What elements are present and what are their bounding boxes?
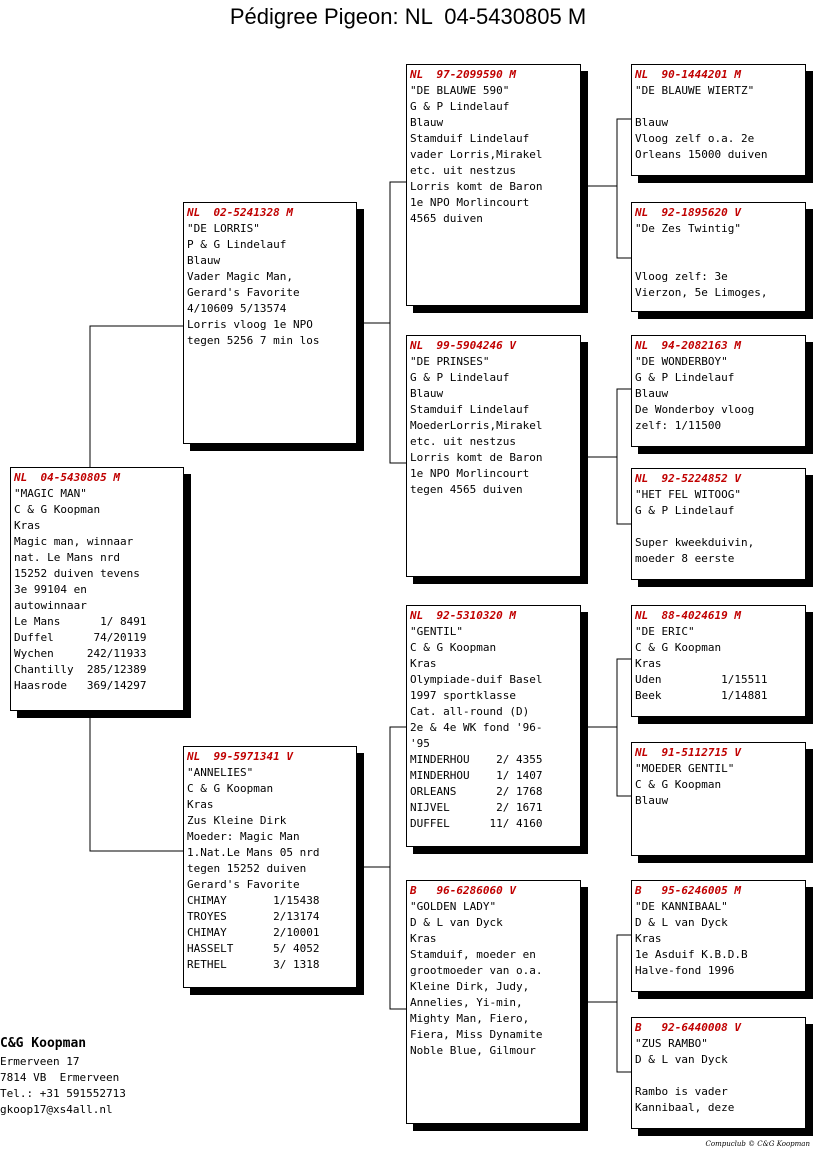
detail-line: Kannibaal, deze	[635, 1101, 735, 1114]
detail-line: 1e NPO Morlincourt	[410, 467, 530, 480]
pigeon-details	[410, 624, 577, 832]
detail-line: C & G Koopman	[14, 503, 101, 516]
detail-line: Blauw	[187, 254, 221, 267]
detail-line: Rambo is vader	[635, 1085, 728, 1098]
detail-line: 1.Nat.Le Mans 05 nrd	[187, 846, 320, 859]
page-title: Pédigree Pigeon: NL 04-5430805 M	[229, 4, 587, 29]
detail-line: "DE BLAUWE 590"	[410, 84, 510, 97]
detail-line: "GOLDEN LADY"	[410, 900, 497, 913]
breeder-address: Ermerveen 17	[0, 1055, 80, 1068]
detail-line: Gerard's Favorite	[187, 878, 300, 891]
detail-line: 1e Asduif K.B.D.B	[635, 948, 748, 961]
ring-number: NL 94-2082163 M	[635, 339, 741, 352]
detail-line: Vloog zelf: 3e	[635, 270, 728, 283]
detail-line: Zus Kleine Dirk	[187, 814, 287, 827]
detail-line: D & L van Dyck	[410, 916, 503, 929]
ring-number: NL 90-1444201 M	[635, 68, 741, 81]
detail-line	[635, 1068, 802, 1084]
detail-line: DUFFEL 11/ 4160	[410, 817, 543, 830]
detail-line: Blauw	[410, 387, 444, 400]
breeder-contact	[0, 1034, 126, 1118]
detail-line: "DE ERIC"	[635, 625, 695, 638]
pigeon-details	[635, 221, 802, 301]
pigeon-details	[635, 761, 802, 809]
detail-line: Blauw	[635, 794, 669, 807]
pigeon-card-paternal-grandfather	[406, 64, 581, 306]
detail-line: MINDERHOU 1/ 1407	[410, 769, 543, 782]
detail-line: Blauw	[410, 116, 444, 129]
detail-line: etc. uit nestzus	[410, 435, 516, 448]
detail-line: Stamduif Lindelauf	[410, 403, 530, 416]
pigeon-details	[635, 354, 802, 434]
detail-line: Vader Magic Man,	[187, 270, 293, 283]
detail-line: RETHEL 3/ 1318	[187, 958, 320, 971]
detail-line: C & G Koopman	[187, 782, 274, 795]
detail-line: De Wonderboy vloog	[635, 403, 755, 416]
pigeon-details	[410, 83, 577, 227]
pigeon-details	[410, 354, 577, 498]
pigeon-card-ggp-7	[631, 880, 806, 992]
pigeon-card-maternal-grandfather	[406, 605, 581, 847]
detail-line: TROYES 2/13174	[187, 910, 320, 923]
pigeon-details	[410, 899, 577, 1059]
detail-line: Kras	[187, 798, 214, 811]
pigeon-details	[635, 83, 802, 163]
detail-line: Vierzon, 5e Limoges,	[635, 286, 768, 299]
detail-line: "HET FEL WITOOG"	[635, 488, 741, 501]
detail-line: "De Zes Twintig"	[635, 222, 741, 235]
pigeon-card-subject	[10, 467, 184, 711]
detail-line: "MOEDER GENTIL"	[635, 762, 735, 775]
detail-line: tegen 4565 duiven	[410, 483, 523, 496]
pigeon-details	[14, 486, 180, 694]
detail-line: Stamduif, moeder en	[410, 948, 536, 961]
detail-line: etc. uit nestzus	[410, 164, 516, 177]
pigeon-details	[635, 899, 802, 979]
detail-line: Beek 1/14881	[635, 689, 768, 702]
breeder-postcode: 7814 VB Ermerveen	[0, 1071, 120, 1084]
detail-line: C & G Koopman	[635, 778, 722, 791]
detail-line: Super kweekduivin,	[635, 536, 755, 549]
detail-line	[635, 519, 802, 535]
detail-line: Haasrode 369/14297	[14, 679, 147, 692]
detail-line: Blauw	[635, 116, 669, 129]
detail-line: tegen 5256 7 min los	[187, 334, 320, 347]
detail-line: Lorris komt de Baron	[410, 180, 543, 193]
detail-line: Gerard's Favorite	[187, 286, 300, 299]
detail-line: Noble Blue, Gilmour	[410, 1044, 536, 1057]
detail-line: Kras	[635, 932, 662, 945]
detail-line: 2e & 4e WK fond '96-	[410, 721, 543, 734]
detail-line: '95	[410, 737, 430, 750]
detail-line: Kras	[410, 932, 437, 945]
pigeon-card-ggp-2	[631, 202, 806, 312]
pigeon-card-ggp-6	[631, 742, 806, 856]
ring-number: NL 04-5430805 M	[14, 471, 120, 484]
pigeon-card-paternal-grandmother	[406, 335, 581, 577]
ring-number: NL 99-5971341 V	[187, 750, 293, 763]
pigeon-details	[187, 221, 353, 349]
detail-line: ORLEANS 2/ 1768	[410, 785, 543, 798]
pigeon-card-ggp-3	[631, 335, 806, 447]
detail-line: 3e 99104 en	[14, 583, 87, 596]
detail-line: 4565 duiven	[410, 212, 483, 225]
detail-line: "ANNELIES"	[187, 766, 254, 779]
pigeon-card-ggp-4	[631, 468, 806, 580]
detail-line: Chantilly 285/12389	[14, 663, 147, 676]
detail-line: moeder 8 eerste	[635, 552, 735, 565]
ring-number: NL 97-2099590 M	[410, 68, 516, 81]
ring-number: NL 91-5112715 V	[635, 746, 741, 759]
detail-line: 1e NPO Morlincourt	[410, 196, 530, 209]
detail-line: tegen 15252 duiven	[187, 862, 307, 875]
detail-line: Orleans 15000 duiven	[635, 148, 768, 161]
detail-line: "DE PRINSES"	[410, 355, 490, 368]
detail-line: C & G Koopman	[635, 641, 722, 654]
detail-line: zelf: 1/11500	[635, 419, 722, 432]
pigeon-card-ggp-1	[631, 64, 806, 176]
detail-line	[635, 237, 802, 253]
ring-number: B 92-6440008 V	[635, 1021, 741, 1034]
ring-number: NL 99-5904246 V	[410, 339, 516, 352]
detail-line: "DE WONDERBOY"	[635, 355, 728, 368]
detail-line: Moeder: Magic Man	[187, 830, 300, 843]
detail-line: Vloog zelf o.a. 2e	[635, 132, 755, 145]
detail-line: grootmoeder van o.a.	[410, 964, 543, 977]
detail-line: G & P Lindelauf	[410, 371, 510, 384]
detail-line: "ZUS RAMBO"	[635, 1037, 708, 1050]
detail-line: MoederLorris,Mirakel	[410, 419, 543, 432]
detail-line: nat. Le Mans nrd	[14, 551, 120, 564]
pigeon-card-father	[183, 202, 357, 444]
pigeon-card-ggp-5	[631, 605, 806, 717]
pigeon-details	[635, 1036, 802, 1116]
detail-line: Olympiade-duif Basel	[410, 673, 543, 686]
detail-line: 4/10609 5/13574	[187, 302, 287, 315]
pigeon-card-maternal-grandmother	[406, 880, 581, 1124]
ring-number: B 95-6246005 M	[635, 884, 741, 897]
detail-line: Mighty Man, Fiero,	[410, 1012, 530, 1025]
pigeon-details	[187, 765, 353, 973]
breeder-name: C&G Koopman	[0, 1036, 87, 1051]
ring-number: NL 92-5310320 M	[410, 609, 516, 622]
detail-line: Kras	[14, 519, 41, 532]
detail-line: Wychen 242/11933	[14, 647, 147, 660]
detail-line: G & P Lindelauf	[635, 504, 735, 517]
copyright-credit: Compuclub © C&G Koopman	[705, 1140, 810, 1148]
detail-line	[635, 99, 802, 115]
detail-line	[635, 253, 802, 269]
ring-number: B 96-6286060 V	[410, 884, 516, 897]
breeder-email: gkoop17@xs4all.nl	[0, 1103, 113, 1116]
ring-number: NL 88-4024619 M	[635, 609, 741, 622]
detail-line: "GENTIL"	[410, 625, 463, 638]
detail-line: Lorris vloog 1e NPO	[187, 318, 313, 331]
detail-line: D & L van Dyck	[635, 1053, 728, 1066]
pigeon-details	[635, 487, 802, 567]
detail-line: 1997 sportklasse	[410, 689, 516, 702]
pigeon-card-ggp-8	[631, 1017, 806, 1129]
detail-line: Duffel 74/20119	[14, 631, 147, 644]
detail-line: Cat. all-round (D)	[410, 705, 530, 718]
detail-line: Stamduif Lindelauf	[410, 132, 530, 145]
detail-line: Uden 1/15511	[635, 673, 768, 686]
detail-line: Halve-fond 1996	[635, 964, 735, 977]
detail-line: D & L van Dyck	[635, 916, 728, 929]
pigeon-card-mother	[183, 746, 357, 988]
detail-line: G & P Lindelauf	[410, 100, 510, 113]
detail-line: P & G Lindelauf	[187, 238, 287, 251]
detail-line: Kleine Dirk, Judy,	[410, 980, 530, 993]
detail-line: Kras	[410, 657, 437, 670]
pigeon-details	[635, 624, 802, 704]
detail-line: Blauw	[635, 387, 669, 400]
detail-line: Magic man, winnaar	[14, 535, 134, 548]
detail-line: "DE LORRIS"	[187, 222, 260, 235]
detail-line: vader Lorris,Mirakel	[410, 148, 543, 161]
ring-number: NL 02-5241328 M	[187, 206, 293, 219]
detail-line: CHIMAY 1/15438	[187, 894, 320, 907]
detail-line: autowinnaar	[14, 599, 87, 612]
detail-line: NIJVEL 2/ 1671	[410, 801, 543, 814]
detail-line: Annelies, Yi-min,	[410, 996, 523, 1009]
detail-line: "DE BLAUWE WIERTZ"	[635, 84, 755, 97]
detail-line: MINDERHOU 2/ 4355	[410, 753, 543, 766]
detail-line: CHIMAY 2/10001	[187, 926, 320, 939]
detail-line: Kras	[635, 657, 662, 670]
detail-line: "MAGIC MAN"	[14, 487, 87, 500]
ring-number: NL 92-1895620 V	[635, 206, 741, 219]
detail-line: "DE KANNIBAAL"	[635, 900, 728, 913]
detail-line: Lorris komt de Baron	[410, 451, 543, 464]
detail-line: G & P Lindelauf	[635, 371, 735, 384]
detail-line: HASSELT 5/ 4052	[187, 942, 320, 955]
detail-line: C & G Koopman	[410, 641, 497, 654]
detail-line: Le Mans 1/ 8491	[14, 615, 147, 628]
detail-line: Fiera, Miss Dynamite	[410, 1028, 543, 1041]
ring-number: NL 92-5224852 V	[635, 472, 741, 485]
detail-line: 15252 duiven tevens	[14, 567, 140, 580]
breeder-phone: Tel.: +31 591552713	[0, 1087, 126, 1100]
